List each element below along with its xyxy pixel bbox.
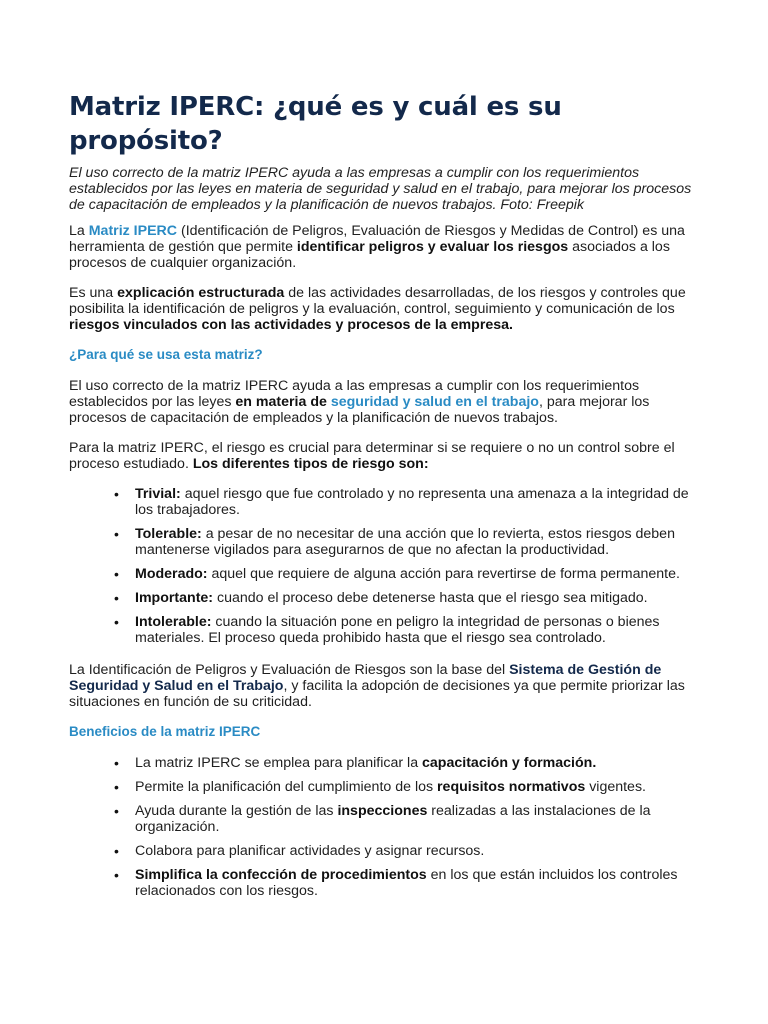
list-item — [69, 843, 708, 859]
risk-label: Intolerable: — [135, 614, 212, 630]
list-item — [69, 486, 708, 518]
bold-text: explicación estructurada — [117, 285, 285, 301]
text-span: Ayuda durante la gestión de las — [135, 803, 338, 819]
image-caption: El uso correcto de la matriz IPERC ayuda a las empresas a cumplir con los requerimientos establecidos por las leyes en materia de seguridad y salud en el trabajo, para mejorar los procesos de capacitación de empleados y la planificación de nuevos trabajos. Foto: Freepik — [69, 165, 692, 213]
text-span: Colabora para planificar actividades y asignar recursos. — [135, 843, 485, 859]
risk-label: Moderado: — [135, 566, 208, 582]
matriz-iperc-link[interactable]: Matriz IPERC — [88, 223, 178, 239]
bold-text: capacitación y formación. — [422, 755, 597, 771]
bold-text: inspecciones — [337, 803, 428, 819]
text-span: de las actividades desarrolladas, de los riesgos y controles que posibilita la identificación de peligros y la evaluación, control, seguimiento y comunicación de los — [69, 285, 686, 317]
risk-description: cuando el proceso debe detenerse hasta que el riesgo sea mitigado. — [213, 590, 648, 606]
list-item — [69, 867, 708, 899]
page-title: Matriz IPERC: ¿qué es y cuál es su propósito? — [69, 92, 562, 156]
risk-label: Trivial: — [135, 486, 181, 502]
bold-text: identificar peligros y evaluar los riesgos — [296, 239, 569, 255]
list-item — [69, 803, 708, 835]
bold-text: riesgos vinculados con las actividades y procesos de la empresa. — [69, 317, 513, 333]
risk-label: Importante: — [135, 590, 214, 606]
text-span: El uso correcto de la matriz IPERC ayuda a las empresas a cumplir con los requerimientos establecidos por las leyes — [69, 378, 640, 410]
seguridad-salud-link[interactable]: seguridad y salud en el trabajo — [330, 394, 539, 410]
list-item — [69, 526, 708, 558]
text-span: Es una — [69, 285, 118, 301]
bold-text: en materia de — [235, 394, 331, 410]
risk-label: Tolerable: — [135, 526, 202, 542]
benefits-list — [69, 755, 708, 899]
risk-description: aquel riesgo que fue controlado y no representa una amenaza a la integridad de los trabajadores. — [135, 486, 689, 518]
risk-description: a pesar de no necesitar de una acción que lo revierta, estos riesgos deben mantenerse vigilados para asegurarnos de que no afectan la productividad. — [135, 526, 675, 558]
uso-paragraph — [69, 378, 708, 426]
list-item — [69, 566, 708, 582]
list-item — [69, 779, 708, 795]
risk-description: aquel que requiere de alguna acción para revertirse de forma permanente. — [207, 566, 680, 582]
text-span: asociados a los procesos de cualquier organización. — [69, 239, 670, 271]
text-span: vigentes. — [585, 779, 646, 795]
explanation-paragraph — [69, 285, 708, 333]
list-item — [69, 590, 708, 606]
text-span: , y facilita la adopción de decisiones ya que permite priorizar las situaciones en función de su criticidad. — [69, 678, 685, 710]
sistema-gestion-link[interactable]: Sistema de Gestión de Seguridad y Salud en el Trabajo — [69, 662, 662, 694]
risk-types-list — [69, 486, 708, 646]
text-span: La — [69, 223, 89, 239]
sistema-gestion-paragraph — [69, 662, 708, 710]
text-span: en los que están incluidos los controles relacionados con los riesgos. — [135, 867, 678, 899]
text-span: La matriz IPERC se emplea para planificar la — [135, 755, 423, 771]
list-item — [69, 755, 708, 771]
riesgo-paragraph — [69, 440, 708, 472]
section-heading-uso: ¿Para qué se usa esta matriz? — [69, 347, 263, 362]
text-span: Permite la planificación del cumplimiento de los — [135, 779, 438, 795]
risk-description: cuando la situación pone en peligro la integridad de personas o bienes materiales. El proceso queda prohibido hasta que el riesgo sea controlado. — [135, 614, 660, 646]
text-span: Para la matriz IPERC, el riesgo es crucial para determinar si se requiere o no un control sobre el proceso estudiado. — [69, 440, 675, 472]
bold-text: Simplifica la confección de procedimientos — [135, 867, 427, 883]
text-span: (Identificación de Peligros, Evaluación de Riesgos y Medidas de Control) es una herramienta de gestión que permite — [69, 223, 685, 255]
text-span: realizadas a las instalaciones de la organización. — [135, 803, 651, 835]
text-span: La Identificación de Peligros y Evaluación de Riesgos son la base del — [69, 662, 510, 678]
bold-text: Los diferentes tipos de riesgo son: — [192, 456, 429, 472]
list-item — [69, 614, 708, 646]
section-heading-beneficios: Beneficios de la matriz IPERC — [69, 724, 261, 739]
bold-text: requisitos normativos — [437, 779, 586, 795]
intro-paragraph — [69, 223, 708, 271]
text-span: , para mejorar los procesos de capacitación de empleados y la planificación de nuevos trabajos. — [69, 394, 650, 426]
